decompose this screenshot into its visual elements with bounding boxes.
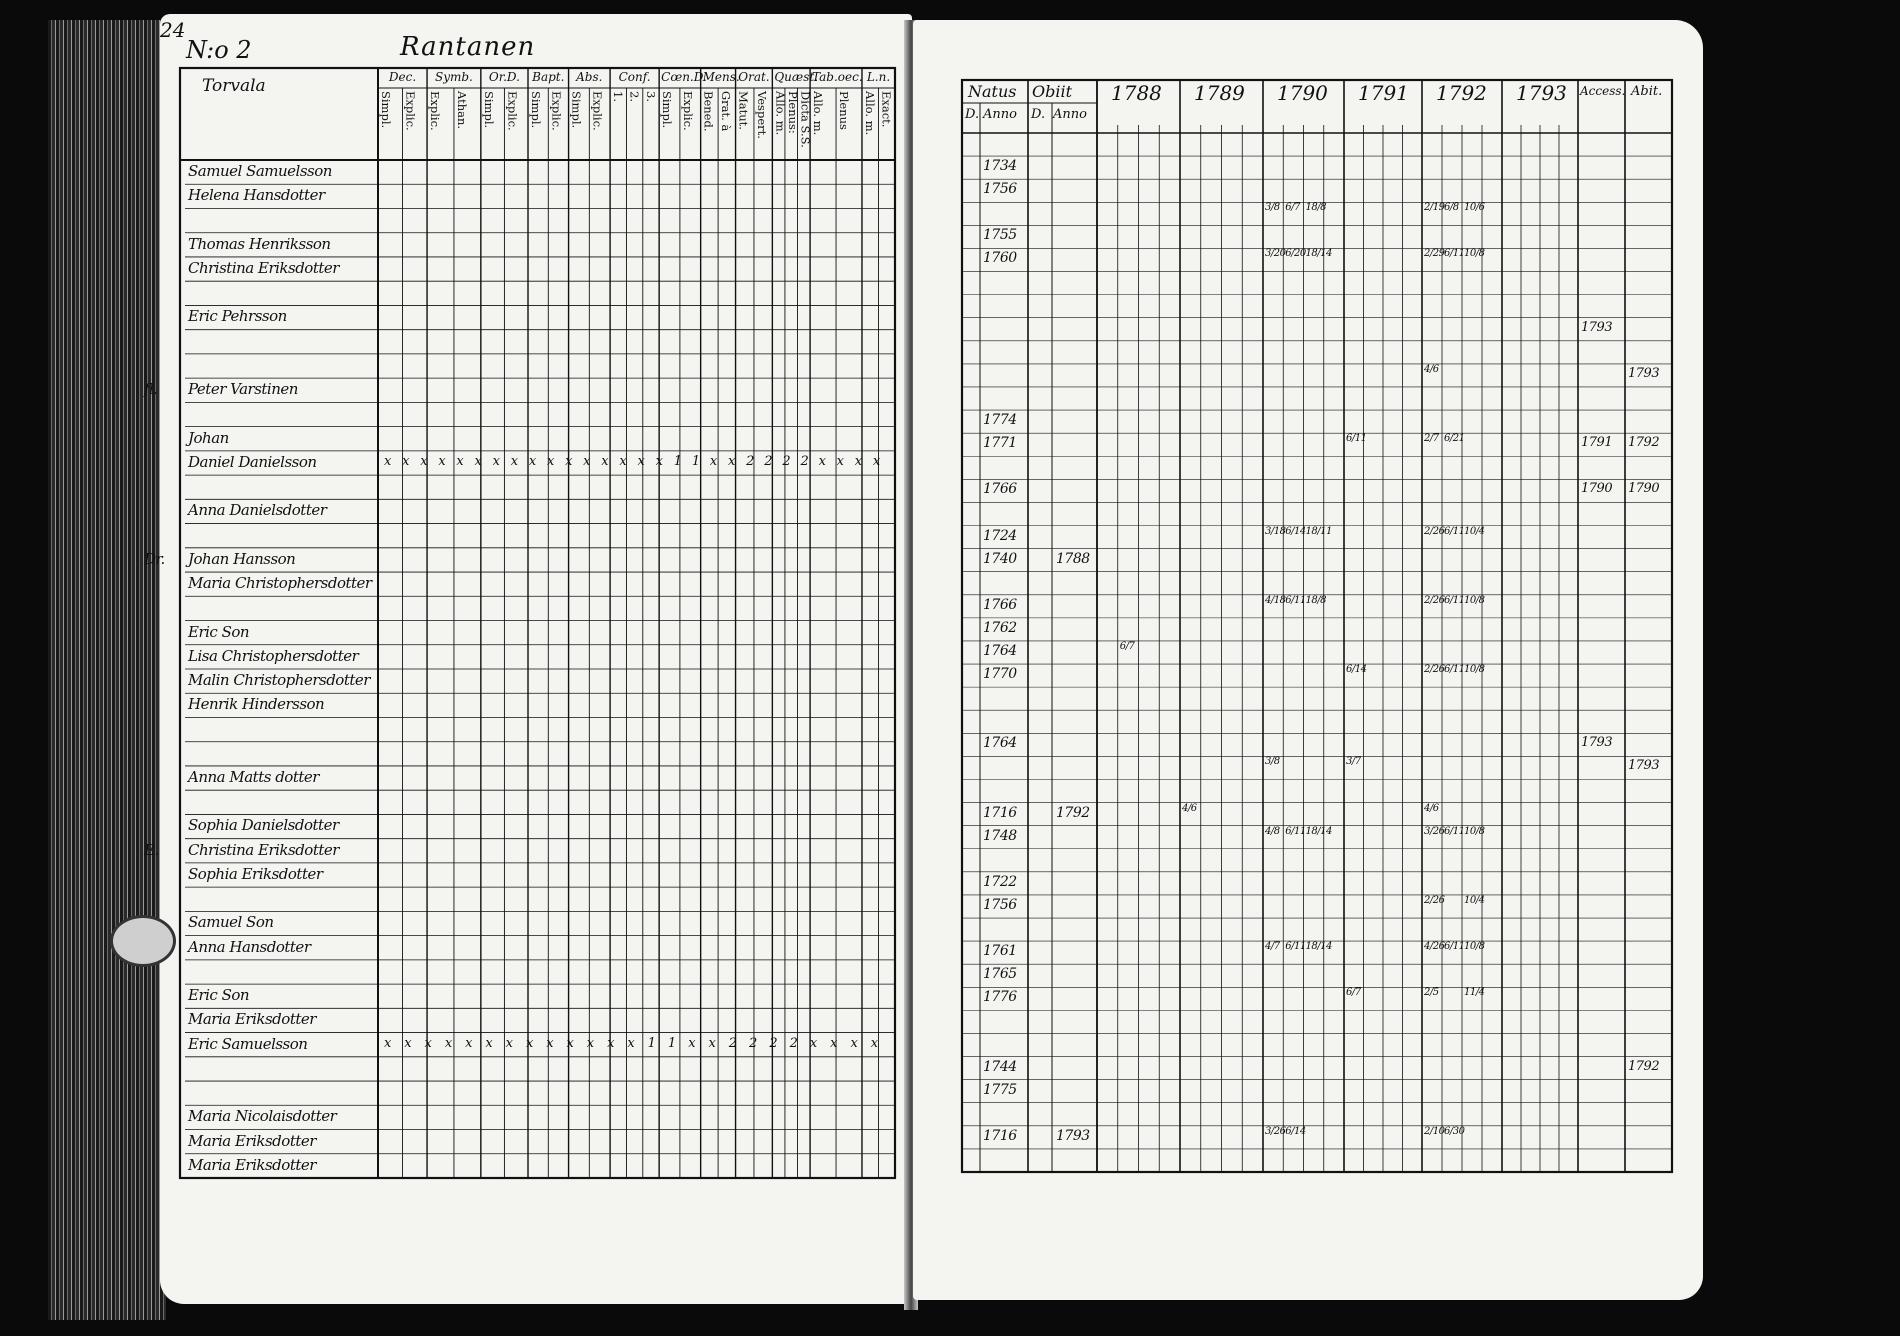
exam-entry: 6/11 xyxy=(1444,664,1465,676)
resident-name: Johan Hansson xyxy=(188,549,296,568)
exam-mark: 2 xyxy=(749,1035,757,1051)
resident-name: Johan xyxy=(188,428,229,447)
exam-entry: 2/7 xyxy=(1424,433,1439,445)
exam-entry: 6/11 xyxy=(1285,825,1306,837)
resident-name: Sophia Eriksdotter xyxy=(188,864,323,883)
exam-mark: x xyxy=(619,453,627,469)
exam-entry: 4/26 xyxy=(1424,941,1445,953)
exam-entry: 6/14 xyxy=(1285,1125,1306,1137)
margin-note: Dr. xyxy=(144,549,165,568)
exam-entry: 3/20 xyxy=(1265,248,1286,260)
birth-year: 1776 xyxy=(983,989,1017,1006)
column-header-title: Symb. xyxy=(434,70,473,84)
resident-name: Sophia Danielsdotter xyxy=(188,816,339,835)
exam-entry: 10/4 xyxy=(1464,894,1485,906)
abiit-header: Abit. xyxy=(1631,84,1663,99)
abiit-year: 1793 xyxy=(1628,365,1660,381)
column-header-title: Orat. xyxy=(738,70,770,84)
resident-name: Samuel Son xyxy=(188,913,274,932)
birth-year: 1716 xyxy=(983,1127,1017,1144)
accessit-year: 1793 xyxy=(1581,319,1613,335)
natus-year-header: Anno xyxy=(983,107,1017,122)
column-header-sub: Allo. m. xyxy=(862,91,877,136)
abiit-year: 1793 xyxy=(1628,758,1660,774)
year-header: 1789 xyxy=(1194,81,1245,105)
exam-entry: 4/7 xyxy=(1265,941,1280,953)
obiit-day-header: D. xyxy=(1031,107,1046,122)
exam-mark: x xyxy=(485,1035,493,1051)
exam-mark: x xyxy=(474,453,482,469)
exam-entry: 6/14 xyxy=(1285,525,1306,537)
exam-mark: x xyxy=(492,453,500,469)
exam-mark: x xyxy=(528,453,536,469)
column-header-sub: Simpl. xyxy=(379,91,393,129)
exam-mark: x xyxy=(655,453,663,469)
column-header-sub: Bened. xyxy=(701,91,716,132)
column-header-sub: Explic. xyxy=(428,91,443,131)
resident-name: Eric Pehrsson xyxy=(188,307,287,326)
birth-year: 1756 xyxy=(983,181,1017,198)
accessit-year: 1791 xyxy=(1581,435,1613,451)
exam-mark: x xyxy=(546,453,554,469)
exam-mark: x xyxy=(872,453,880,469)
exam-entry: 2/26 xyxy=(1424,664,1445,676)
exam-mark: x xyxy=(709,453,717,469)
exam-entry: 10/8 xyxy=(1464,941,1485,953)
column-header-sub: Explic. xyxy=(590,91,605,131)
exam-mark: x xyxy=(870,1035,878,1051)
exam-mark: x xyxy=(830,1035,837,1051)
exam-mark: x xyxy=(465,1035,472,1051)
exam-mark: x xyxy=(438,453,446,469)
death-year: 1788 xyxy=(1056,550,1090,567)
abiit-year: 1792 xyxy=(1628,1058,1660,1074)
exam-entry: 10/8 xyxy=(1464,664,1485,676)
exam-entry: 3/26 xyxy=(1265,1125,1286,1137)
birth-year: 1766 xyxy=(983,481,1017,498)
exam-mark: x xyxy=(818,453,826,469)
birth-year: 1764 xyxy=(983,642,1017,659)
column-header-sub: Exact. xyxy=(879,91,894,128)
exam-mark: x xyxy=(404,1035,412,1051)
exam-entry: 6/20 xyxy=(1285,248,1306,260)
exam-entry: 2/26 xyxy=(1424,894,1445,906)
exam-entry: 3/8 xyxy=(1265,202,1280,214)
birth-year: 1761 xyxy=(983,943,1017,960)
name-column-header: Torvala xyxy=(202,76,266,96)
exam-entry: 6/7 xyxy=(1119,640,1135,652)
exam-entry: 6/30 xyxy=(1444,1125,1465,1137)
resident-name: Thomas Henriksson xyxy=(188,234,331,253)
column-header-title: Cœn.D. xyxy=(661,70,707,84)
natus-header: Natus xyxy=(968,82,1017,101)
resident-name: Henrik Hindersson xyxy=(188,695,325,714)
birth-year: 1771 xyxy=(983,435,1017,452)
resident-name: Malin Christophersdotter xyxy=(188,671,370,689)
column-header-sub: Plenus: xyxy=(785,91,800,134)
year-header: 1791 xyxy=(1358,81,1409,105)
exam-entry: 6/11 xyxy=(1285,594,1306,606)
exam-mark: 2 xyxy=(800,453,809,469)
exam-entry: 6/11 xyxy=(1444,525,1465,537)
exam-mark: x xyxy=(565,453,572,469)
page-number: 24 xyxy=(160,18,186,42)
natus-day-header: D. xyxy=(965,107,980,122)
exam-mark: x xyxy=(546,1035,554,1051)
exam-entry: 6/21 xyxy=(1444,433,1465,445)
exam-entry: 10/8 xyxy=(1464,594,1485,606)
year-header: 1792 xyxy=(1436,81,1487,105)
exam-mark: 1 xyxy=(673,453,682,469)
exam-mark: 2 xyxy=(769,1035,778,1051)
exam-mark: 1 xyxy=(667,1035,676,1051)
column-header-sub: Grat. à xyxy=(719,91,734,132)
exam-mark: x xyxy=(444,1035,452,1051)
column-header-sub: Explic. xyxy=(505,91,520,131)
exam-entry: 6/14 xyxy=(1346,664,1367,676)
exam-mark: x xyxy=(708,1035,716,1051)
birth-year: 1748 xyxy=(983,827,1017,844)
exam-mark: x xyxy=(384,453,391,469)
exam-entry: 18/14 xyxy=(1305,941,1332,953)
column-header-title: Conf. xyxy=(618,70,651,84)
exam-entry: 2/26 xyxy=(1424,525,1445,537)
exam-mark: x xyxy=(510,453,518,469)
column-header-sub: Vespert. xyxy=(754,91,769,139)
exam-entry: 6/11 xyxy=(1444,594,1465,606)
exam-entry: 11/4 xyxy=(1464,987,1485,999)
exam-entry: 6/11 xyxy=(1444,941,1465,953)
birth-year: 1724 xyxy=(983,527,1017,544)
column-header-sub: Simpl. xyxy=(660,91,675,129)
exam-mark: x xyxy=(601,453,609,469)
exam-mark: x xyxy=(688,1035,696,1051)
exam-mark: x xyxy=(627,1035,635,1051)
birth-year: 1775 xyxy=(983,1081,1017,1098)
column-header-sub: 1. xyxy=(611,91,626,102)
column-header-title: Tab.oec. xyxy=(812,70,863,84)
birth-year: 1760 xyxy=(983,250,1017,267)
resident-name: Samuel Samuelsson xyxy=(188,162,332,180)
exam-mark: x xyxy=(384,1035,391,1051)
resident-name: Helena Hansdotter xyxy=(188,186,325,205)
exam-entry: 4/6 xyxy=(1424,802,1439,814)
exam-entry: 6/11 xyxy=(1285,941,1306,953)
exam-mark: x xyxy=(525,1035,533,1051)
abiit-year: 1790 xyxy=(1628,481,1660,497)
exam-entry: 2/10 xyxy=(1424,1125,1445,1137)
column-header-title: Bapt. xyxy=(532,70,565,84)
abiit-year: 1792 xyxy=(1628,435,1660,451)
birth-year: 1744 xyxy=(983,1058,1017,1075)
birth-year: 1764 xyxy=(983,735,1017,752)
birth-year: 1722 xyxy=(983,873,1017,890)
exam-mark: 1 xyxy=(647,1035,656,1051)
exam-mark: 2 xyxy=(728,1035,737,1051)
exam-entry: 2/29 xyxy=(1424,248,1445,260)
year-header: 1788 xyxy=(1111,81,1162,105)
death-year: 1792 xyxy=(1056,804,1090,821)
resident-name: Daniel Danielsson xyxy=(188,452,317,471)
exam-entry: 2/19 xyxy=(1424,202,1445,214)
column-header-sub: Simpl. xyxy=(569,91,584,129)
year-header: 1793 xyxy=(1516,81,1567,105)
column-header-sub: Athan. xyxy=(454,91,469,130)
birth-year: 1716 xyxy=(983,804,1017,821)
column-header-sub: Matut. xyxy=(736,91,751,130)
exam-mark: x xyxy=(424,1035,432,1051)
exam-entry: 3/18 xyxy=(1265,525,1286,537)
birth-year: 1762 xyxy=(983,619,1017,636)
column-header-sub: Allo. m. xyxy=(811,91,826,136)
resident-name: Christina Eriksdotter xyxy=(188,258,339,277)
right-table-frame xyxy=(962,80,1672,1172)
exam-entry: 6/7 xyxy=(1285,202,1300,214)
exam-mark: x xyxy=(850,1035,858,1051)
exam-entry: 6/11 xyxy=(1444,825,1465,837)
resident-name: Eric Son xyxy=(188,622,250,641)
resident-name: Eric Son xyxy=(188,986,250,1005)
exam-entry: 2/26 xyxy=(1424,594,1445,606)
exam-entry: 18/8 xyxy=(1305,202,1326,214)
column-header-sub: 3. xyxy=(643,91,658,102)
exam-mark: x xyxy=(583,453,591,469)
birth-year: 1734 xyxy=(983,158,1017,175)
exam-mark: x xyxy=(586,1035,594,1051)
exam-mark: x xyxy=(402,453,409,469)
exam-mark: x xyxy=(728,453,735,469)
exam-entry: 6/7 xyxy=(1346,987,1361,999)
resident-name: Eric Samuelsson xyxy=(188,1034,308,1053)
column-header-title: L.n. xyxy=(866,70,891,84)
exam-mark: 2 xyxy=(789,1035,798,1051)
exam-entry: 4/8 xyxy=(1265,825,1280,837)
resident-name: Lisa Christophersdotter xyxy=(188,646,359,665)
column-header-sub: Explic. xyxy=(549,91,564,131)
column-header-sub: Plenus xyxy=(837,91,852,130)
resident-name: Christina Eriksdotter xyxy=(188,840,339,859)
margin-note: fl. xyxy=(144,380,158,399)
resident-name: Maria Eriksdotter xyxy=(188,1010,316,1029)
exam-mark: x xyxy=(809,1035,817,1051)
column-header-title: Abs. xyxy=(576,70,603,84)
margin-note: E. xyxy=(144,840,159,859)
resident-name: Anna Matts dotter xyxy=(188,767,319,786)
birth-year: 1755 xyxy=(983,227,1017,244)
exam-entry: 10/4 xyxy=(1464,525,1485,537)
resident-name: Maria Eriksdotter xyxy=(188,1131,316,1150)
exam-entry: 4/6 xyxy=(1182,802,1197,814)
resident-name: Maria Christophersdotter xyxy=(188,574,372,593)
exam-entry: 18/14 xyxy=(1305,825,1332,837)
accessit-header: Access. xyxy=(1580,84,1626,98)
column-header-sub: Explic. xyxy=(403,91,418,131)
exam-mark: 1 xyxy=(691,453,700,469)
exam-entry: 3/7 xyxy=(1346,756,1361,768)
column-header-sub: 2. xyxy=(627,91,642,102)
village-heading: Rantanen xyxy=(400,32,536,62)
column-header-sub: Allo. m. xyxy=(773,91,788,136)
birth-year: 1770 xyxy=(983,666,1017,683)
exam-mark: x xyxy=(456,453,464,469)
exam-entry: 18/11 xyxy=(1305,525,1332,537)
birth-year: 1765 xyxy=(983,966,1017,983)
exam-mark: x xyxy=(420,453,428,469)
accessit-year: 1790 xyxy=(1581,481,1613,497)
exam-mark: x xyxy=(505,1035,513,1051)
exam-entry: 10/8 xyxy=(1464,248,1485,260)
exam-mark: x xyxy=(566,1035,574,1051)
exam-entry: 4/18 xyxy=(1265,594,1286,606)
exam-entry: 2/5 xyxy=(1424,987,1439,999)
exam-entry: 4/6 xyxy=(1424,363,1439,375)
exam-entry: 3/8 xyxy=(1265,756,1280,768)
obiit-year-header: Anno xyxy=(1053,107,1087,122)
exam-mark: x xyxy=(637,453,645,469)
birth-year: 1774 xyxy=(983,412,1017,429)
exam-entry: 18/14 xyxy=(1305,248,1332,260)
year-header: 1790 xyxy=(1277,81,1328,105)
resident-name: Peter Varstinen xyxy=(188,380,298,399)
exam-entry: 10/6 xyxy=(1464,202,1485,214)
resident-name: Maria Nicolaisdotter xyxy=(188,1107,337,1126)
column-header-sub: Dicta S.S. xyxy=(798,91,813,148)
accessit-year: 1793 xyxy=(1581,735,1613,751)
obiit-header: Obiit xyxy=(1032,82,1073,101)
exam-entry: 10/8 xyxy=(1464,825,1485,837)
column-header-sub: Simpl. xyxy=(481,91,496,129)
column-header-sub: Explic. xyxy=(680,91,695,131)
exam-mark: x xyxy=(854,453,862,469)
exam-mark: x xyxy=(836,453,844,469)
resident-name: Anna Hansdotter xyxy=(188,937,311,956)
exam-entry: 6/8 xyxy=(1444,202,1459,214)
exam-mark: 2 xyxy=(746,453,754,469)
exam-entry: 6/11 xyxy=(1346,433,1367,445)
exam-mark: 2 xyxy=(764,453,773,469)
death-year: 1793 xyxy=(1056,1127,1090,1144)
exam-mark: x xyxy=(607,1035,614,1051)
household-number: N:o 2 xyxy=(186,36,252,64)
column-header-title: Quæst. xyxy=(774,70,818,84)
birth-year: 1766 xyxy=(983,596,1017,613)
column-header-title: Mens. xyxy=(702,70,740,84)
resident-name: Maria Eriksdotter xyxy=(188,1155,316,1174)
birth-year: 1756 xyxy=(983,896,1017,913)
column-header-sub: Simpl. xyxy=(529,91,543,129)
exam-entry: 3/26 xyxy=(1424,825,1445,837)
exam-entry: 6/11 xyxy=(1444,248,1465,260)
resident-name: Anna Danielsdotter xyxy=(188,501,327,520)
birth-year: 1740 xyxy=(983,550,1017,567)
exam-mark: 2 xyxy=(782,453,791,469)
column-header-title: Or.D. xyxy=(488,70,520,84)
column-header-title: Dec. xyxy=(388,70,417,84)
exam-entry: 18/8 xyxy=(1305,594,1326,606)
